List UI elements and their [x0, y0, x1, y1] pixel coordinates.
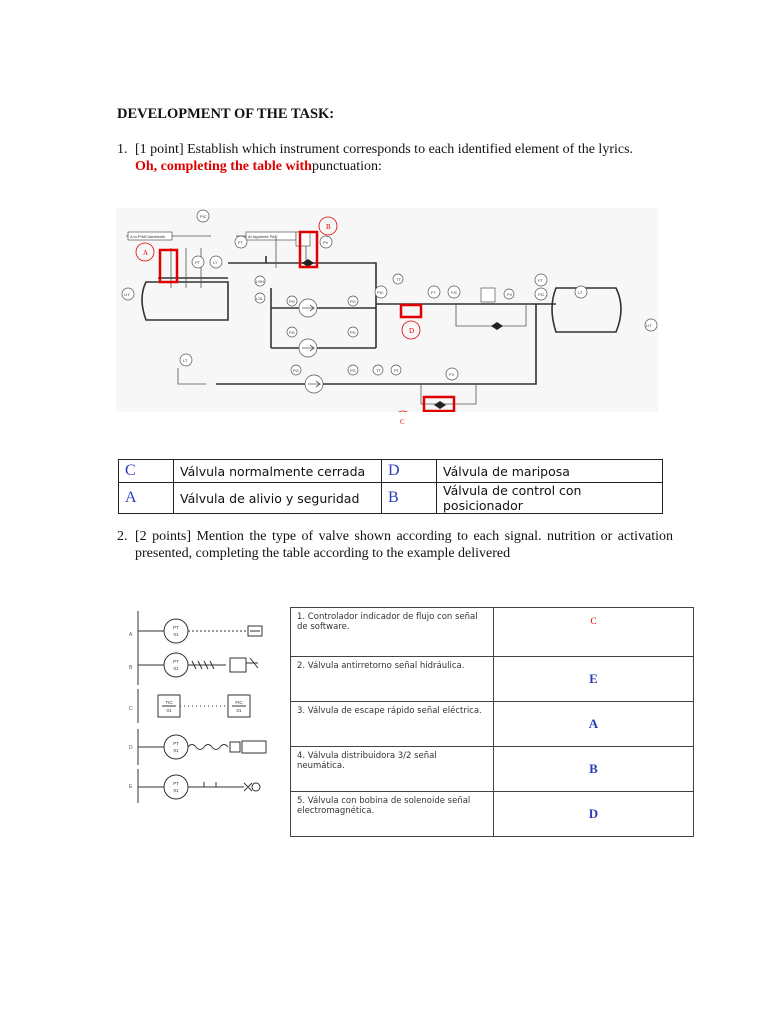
- svg-text:PIC: PIC: [200, 214, 207, 219]
- valve-description: 2. Válvula antirretorno señal hidráulica.: [291, 657, 494, 702]
- answer-description: Válvula normalmente cerrada: [174, 460, 382, 483]
- signal-tag-number: 01: [236, 708, 242, 713]
- signal-tag-number: 01: [173, 788, 179, 793]
- signal-row-letter: E: [129, 784, 133, 790]
- valve-answer: B: [494, 747, 694, 792]
- signal-tag: PT: [173, 741, 179, 746]
- signal-row-letter: C: [129, 706, 133, 712]
- svg-text:LT: LT: [578, 290, 583, 295]
- question-1-text: [1 point] Establish which instrument corresponds to each identified element of the lyrics.: [135, 142, 634, 157]
- svg-text:TT: TT: [396, 277, 401, 282]
- signal-row-letter: D: [129, 745, 133, 751]
- question-1-tail-text: punctuation:: [311, 159, 382, 174]
- callout-b: B: [326, 223, 331, 231]
- signal-tag: TIC: [165, 700, 173, 705]
- svg-text:FIC: FIC: [538, 292, 545, 297]
- question-1-number: 1.: [117, 142, 128, 157]
- valve-description: 5. Válvula con bobina de solenoide señal electromagnética.: [291, 792, 494, 837]
- question-2: [117, 528, 673, 562]
- svg-text:LIT: LIT: [646, 323, 652, 328]
- valve-answer: A: [494, 702, 694, 747]
- table-row: [291, 608, 694, 657]
- answer-table-1: [118, 459, 663, 514]
- table-row: [119, 460, 663, 483]
- answer-letter: B: [382, 483, 437, 514]
- svg-text:PG: PG: [293, 368, 299, 373]
- task-heading: DEVELOPMENT OF THE TASK:: [117, 106, 335, 122]
- signal-tag: PT: [173, 781, 179, 786]
- question-2-number: 2.: [117, 529, 128, 544]
- valve-description: 3. Válvula de escape rápido señal eléctrica.: [291, 702, 494, 747]
- answer-description: Válvula de control con posicionador: [437, 483, 663, 514]
- signal-tag-number: 01: [173, 748, 179, 753]
- answer-description: Válvula de mariposa: [437, 460, 663, 483]
- svg-text:FT: FT: [238, 240, 243, 245]
- signal-tag: PT: [173, 659, 179, 664]
- pipe-label-right: Al siguiente PAE: [248, 234, 278, 239]
- signal-row-letter: A: [129, 632, 133, 638]
- pid-diagram: [116, 208, 658, 412]
- signal-tag-number: 01: [173, 666, 179, 671]
- svg-text:PG: PG: [350, 368, 356, 373]
- svg-text:PG: PG: [350, 299, 356, 304]
- answer-letter: C: [119, 460, 174, 483]
- table-row: [291, 792, 694, 837]
- svg-text:PIC: PIC: [377, 290, 384, 295]
- answer-description: Válvula de alivio y seguridad: [174, 483, 382, 514]
- svg-text:TT: TT: [376, 368, 381, 373]
- valve-description: 1. Controlador indicador de flujo con señal de software.: [291, 608, 494, 657]
- answer-letter: D: [382, 460, 437, 483]
- svg-text:PV: PV: [323, 240, 329, 245]
- valve-description: 4. Válvula distribuidora 3/2 señal neumática.: [291, 747, 494, 792]
- question-2-text: [2 points] Mention the type of valve shown according to each signal. nutrition or activation presented, completing the table according to the example delivered: [135, 529, 673, 561]
- callout-c-marker: [390, 413, 414, 429]
- valve-answer: D: [494, 792, 694, 837]
- table-row: [291, 702, 694, 747]
- svg-text:LT: LT: [213, 260, 218, 265]
- question-1-red-text: Oh, completing the table with: [135, 159, 312, 174]
- svg-text:PT: PT: [394, 368, 400, 373]
- svg-text:LT: LT: [183, 358, 188, 363]
- signal-tag-number: 01: [166, 708, 172, 713]
- callout-d: D: [409, 327, 415, 335]
- pipe-label-left: A la PIMC/ambiente: [130, 234, 166, 239]
- svg-text:LSH: LSH: [256, 279, 264, 284]
- svg-text:LIT: LIT: [124, 292, 130, 297]
- svg-text:FV: FV: [449, 372, 455, 377]
- callout-c: C: [400, 418, 405, 426]
- table-row: [119, 483, 663, 514]
- signal-tag: PT: [173, 625, 179, 630]
- svg-text:PG: PG: [289, 299, 295, 304]
- svg-text:LSL: LSL: [256, 296, 264, 301]
- svg-text:FT: FT: [431, 290, 436, 295]
- signal-row-letter: B: [129, 665, 133, 671]
- signal-diagram: [126, 603, 276, 803]
- svg-text:FIC: FIC: [451, 290, 458, 295]
- svg-text:PG: PG: [350, 330, 356, 335]
- answer-letter: A: [119, 483, 174, 514]
- signal-tag-number: 01: [173, 632, 179, 637]
- valve-answer: C: [494, 608, 694, 657]
- valve-answer: E: [494, 657, 694, 702]
- svg-text:PG: PG: [289, 330, 295, 335]
- answer-table-2: [290, 607, 694, 837]
- table-row: [291, 657, 694, 702]
- question-1: [117, 141, 673, 175]
- callout-a: A: [143, 249, 149, 257]
- table-row: [291, 747, 694, 792]
- signal-tag: FIC: [235, 700, 243, 705]
- svg-text:FV: FV: [507, 292, 513, 297]
- svg-text:PT: PT: [195, 260, 201, 265]
- svg-text:FT: FT: [538, 278, 543, 283]
